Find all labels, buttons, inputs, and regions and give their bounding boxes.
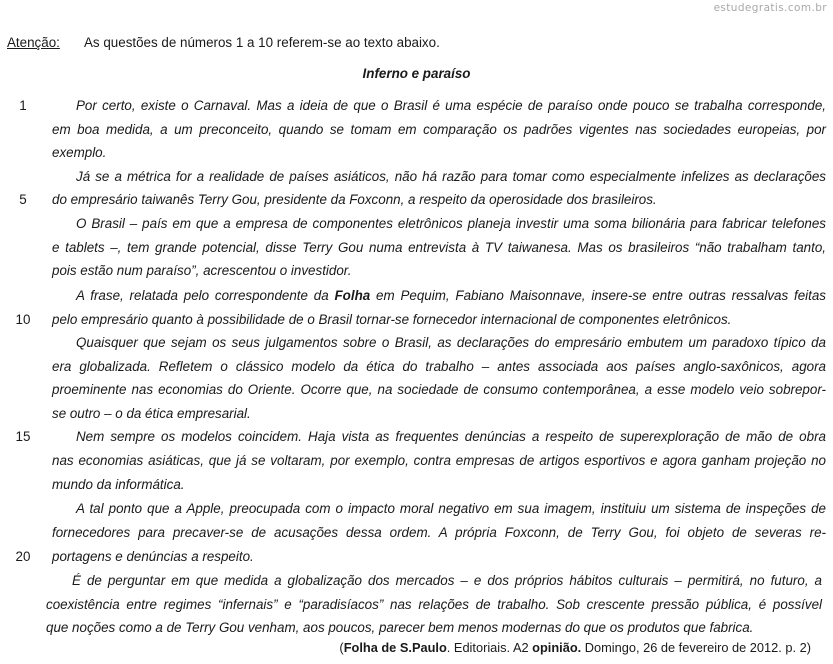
citation-section: opinião. — [532, 640, 582, 655]
line-number-10: 10 — [15, 312, 31, 327]
citation-date: Domingo, 26 de fevereiro de 2012. p. 2) — [581, 640, 811, 655]
attention-note — [7, 35, 440, 50]
text-line: coexistência entre regimes “infernais” e “paradisíacos” nas relações de trabalho. Sob crescente pressão pública, é possível — [46, 597, 822, 612]
attention-label: Atenção: — [7, 35, 60, 50]
text-line: Por certo, existe o Carnaval. Mas a ideia de que o Brasil é uma espécie de paraíso onde pouco se trabalha corresponde, — [76, 98, 826, 113]
source-citation — [339, 640, 811, 655]
text-line: mundo da informática. — [52, 477, 185, 492]
text-line: exemplo. — [52, 145, 107, 160]
text-fragment: em Pequim, Fabiano Maisonnave, insere-se entre outras ressalvas feitas — [370, 288, 826, 303]
line-number-20: 20 — [15, 549, 31, 564]
watermark: estudegratis.com.br — [713, 2, 827, 14]
text-line: A tal ponto que a Apple, preocupada com o impacto moral negativo em sua imagem, instituiu um sistema de inspeções de — [76, 501, 826, 516]
citation-mid: . Editoriais. A2 — [446, 640, 533, 655]
newspaper-name: Folha — [334, 288, 371, 303]
line-number-5: 5 — [19, 192, 27, 207]
text-line: Quaisquer que sejam os seus julgamentos sobre o Brasil, as declarações do empresário embutem um paradoxo típico da — [76, 335, 826, 350]
text-line: pelo empresário quanto à possibilidade de o Brasil tornar-se fornecedor internacional de componentes eletrônicos. — [52, 312, 732, 327]
text-line: que noções como a de Terry Gou venham, aos poucos, parecer bem menos modernas do que os produtos que fabrica. — [46, 620, 754, 635]
attention-text: As questões de números 1 a 10 referem-se ao texto abaixo. — [84, 35, 440, 50]
text-line: do empresário taiwanês Terry Gou, presidente da Foxconn, a respeito da operosidade dos brasileiros. — [52, 192, 657, 207]
text-line: Nem sempre os modelos coincidem. Haja vista as frequentes denúncias a respeito de superexploração de mão de obra — [76, 429, 826, 444]
text-line: portagens e denúncias a respeito. — [52, 549, 254, 564]
text-line: Já se a métrica for a realidade de países asiáticos, não há razão para tomar como especialmente infelizes as declarações — [76, 169, 826, 184]
text-title: Inferno e paraíso — [362, 66, 471, 81]
text-line: se outro – o da ética empresarial. — [52, 406, 251, 421]
text-line: O Brasil – país em que a empresa de componentes eletrônicos planeja investir uma soma bilionária para fabricar telefones — [76, 216, 826, 231]
text-fragment: A frase, relatada pelo correspondente da — [76, 288, 335, 303]
text-line: em boa medida, a um preconceito, quando se tomam em comparação os padrões vigentes nas sociedades europeias, por — [52, 122, 826, 137]
text-line — [52, 286, 826, 306]
text-line: fornecedores para precaver-se de acusações dessa ordem. A própria Foxconn, de Terry Gou, foi objeto de severas re- — [52, 525, 826, 540]
text-line: É de perguntar em que medida a globalização dos mercados – e dos próprios hábitos culturais – permitirá, no futuro, a — [72, 573, 822, 588]
citation-open: ( — [339, 640, 344, 655]
line-number-15: 15 — [15, 429, 31, 444]
text-line: proeminente nas economias do Oriente. Ocorre que, na sociedade de consumo contemporânea, a esse modelo veio sobrepor- — [52, 382, 826, 397]
text-line: era globalizada. Refletem o clássico modelo da ética do trabalho – antes associada aos países anglo-saxônicos, agora — [52, 359, 826, 374]
text-line: e tablets –, tem grande potencial, disse Terry Gou numa entrevista à TV taiwanesa. Mas os brasileiros “não trabalham tanto, — [52, 240, 826, 255]
citation-paper: Folha de S.Paulo — [343, 640, 447, 655]
line-number-1: 1 — [19, 98, 27, 113]
text-line: pois estão num paraíso”, acrescentou o investidor. — [52, 263, 352, 278]
text-line: nas economias asiáticas, que já se voltaram, por exemplo, contra empresas de artigos esportivos e agora ganham projeção no — [52, 453, 826, 468]
